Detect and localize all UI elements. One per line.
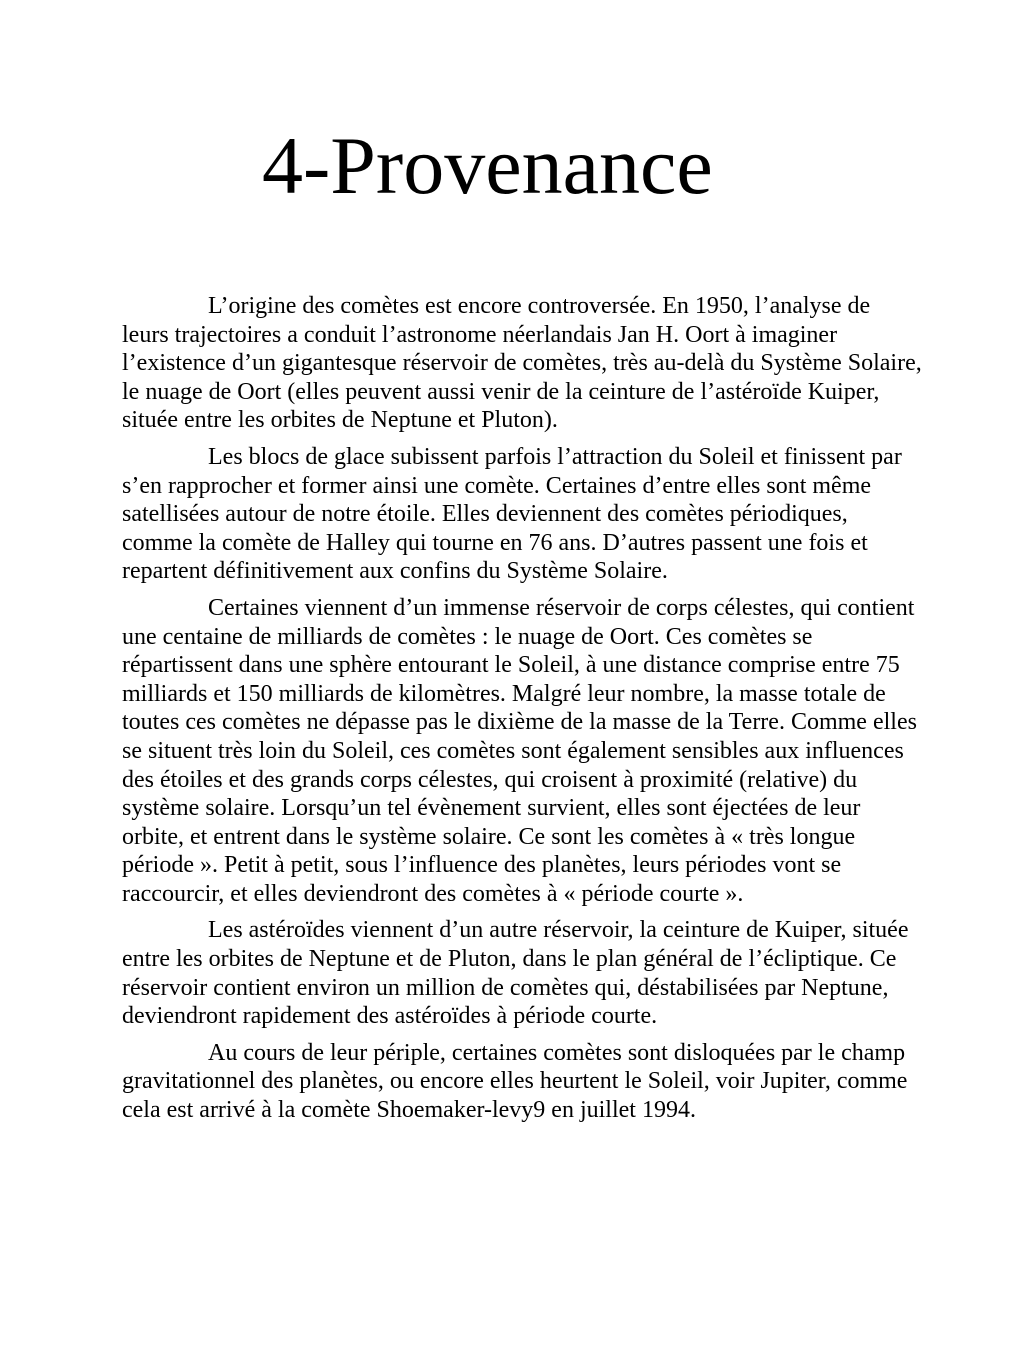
paragraph-kuiper-belt: Les astéroïdes viennent d’un autre réservoir, la ceinture de Kuiper, située entre les orbites de Neptune et de Pluton, dans le plan général de l’écliptique. Ce réservoir contient environ un million de comètes qui, déstabilisées par Neptune, deviendront rapidement des astéroïdes à période courte.: [122, 917, 909, 1030]
paragraph-origin-oort: L’origine des comètes est encore controversée. En 1950, l’analyse de leurs trajectoires a conduit l’astronome néerlandais Jan H. Oort à imaginer l’existence d’un gigantesque réservoir de comètes, très au-delà du Système Solaire, le nuage de Oort (elles peuvent aussi venir de la ceinture de l’astéroïde Kuiper, située entre les orbites de Neptune et Pluton).: [122, 293, 922, 434]
paragraph-oort-cloud: Certaines viennent d’un immense réservoir de corps célestes, qui contient une centaine de milliards de comètes : le nuage de Oort. Ces comètes se répartissent dans une sphère entourant le Soleil, à une distance comprise entre 75 milliards et 150 milliards de kilomètres. Malgré leur nombre, la masse totale de toutes ces comètes ne dépasse pas le dixième de la masse de la Terre. Comme elles se situent très loin du Soleil, ces comètes sont également sensibles aux influences des étoiles et des grands corps célestes, qui croisent à proximité (relative) du système solaire. Lorsqu’un tel évènement survient, elles sont éjectées de leur orbite, et entrent dans le système solaire. Ce sont les comètes à « très longue période ». Petit à petit, sous l’influence des planètes, leurs périodes vont se raccourcir, et elles deviendront des comètes à « période courte ».: [122, 594, 917, 907]
paragraph-ice-blocks: Les blocs de glace subissent parfois l’attraction du Soleil et finissent par s’en rapprocher et former ainsi une comète. Certaines d’entre elles sont même satellisées autour de notre étoile. Elles deviennent des comètes périodiques, comme la comète de Halley qui tourne en 76 ans. D’autres passent une fois et repartent définitivement aux confins du Système Solaire.: [122, 443, 902, 585]
page-title: 4-Provenance: [262, 120, 713, 211]
document-body: [122, 292, 922, 1133]
paragraph-dislocation: Au cours de leur périple, certaines comètes sont disloquées par le champ gravitationnel des planètes, ou encore elles heurtent le Soleil, voir Jupiter, comme cela est arrivé à la comète Shoemaker-levy9 en juillet 1994.: [122, 1039, 908, 1124]
